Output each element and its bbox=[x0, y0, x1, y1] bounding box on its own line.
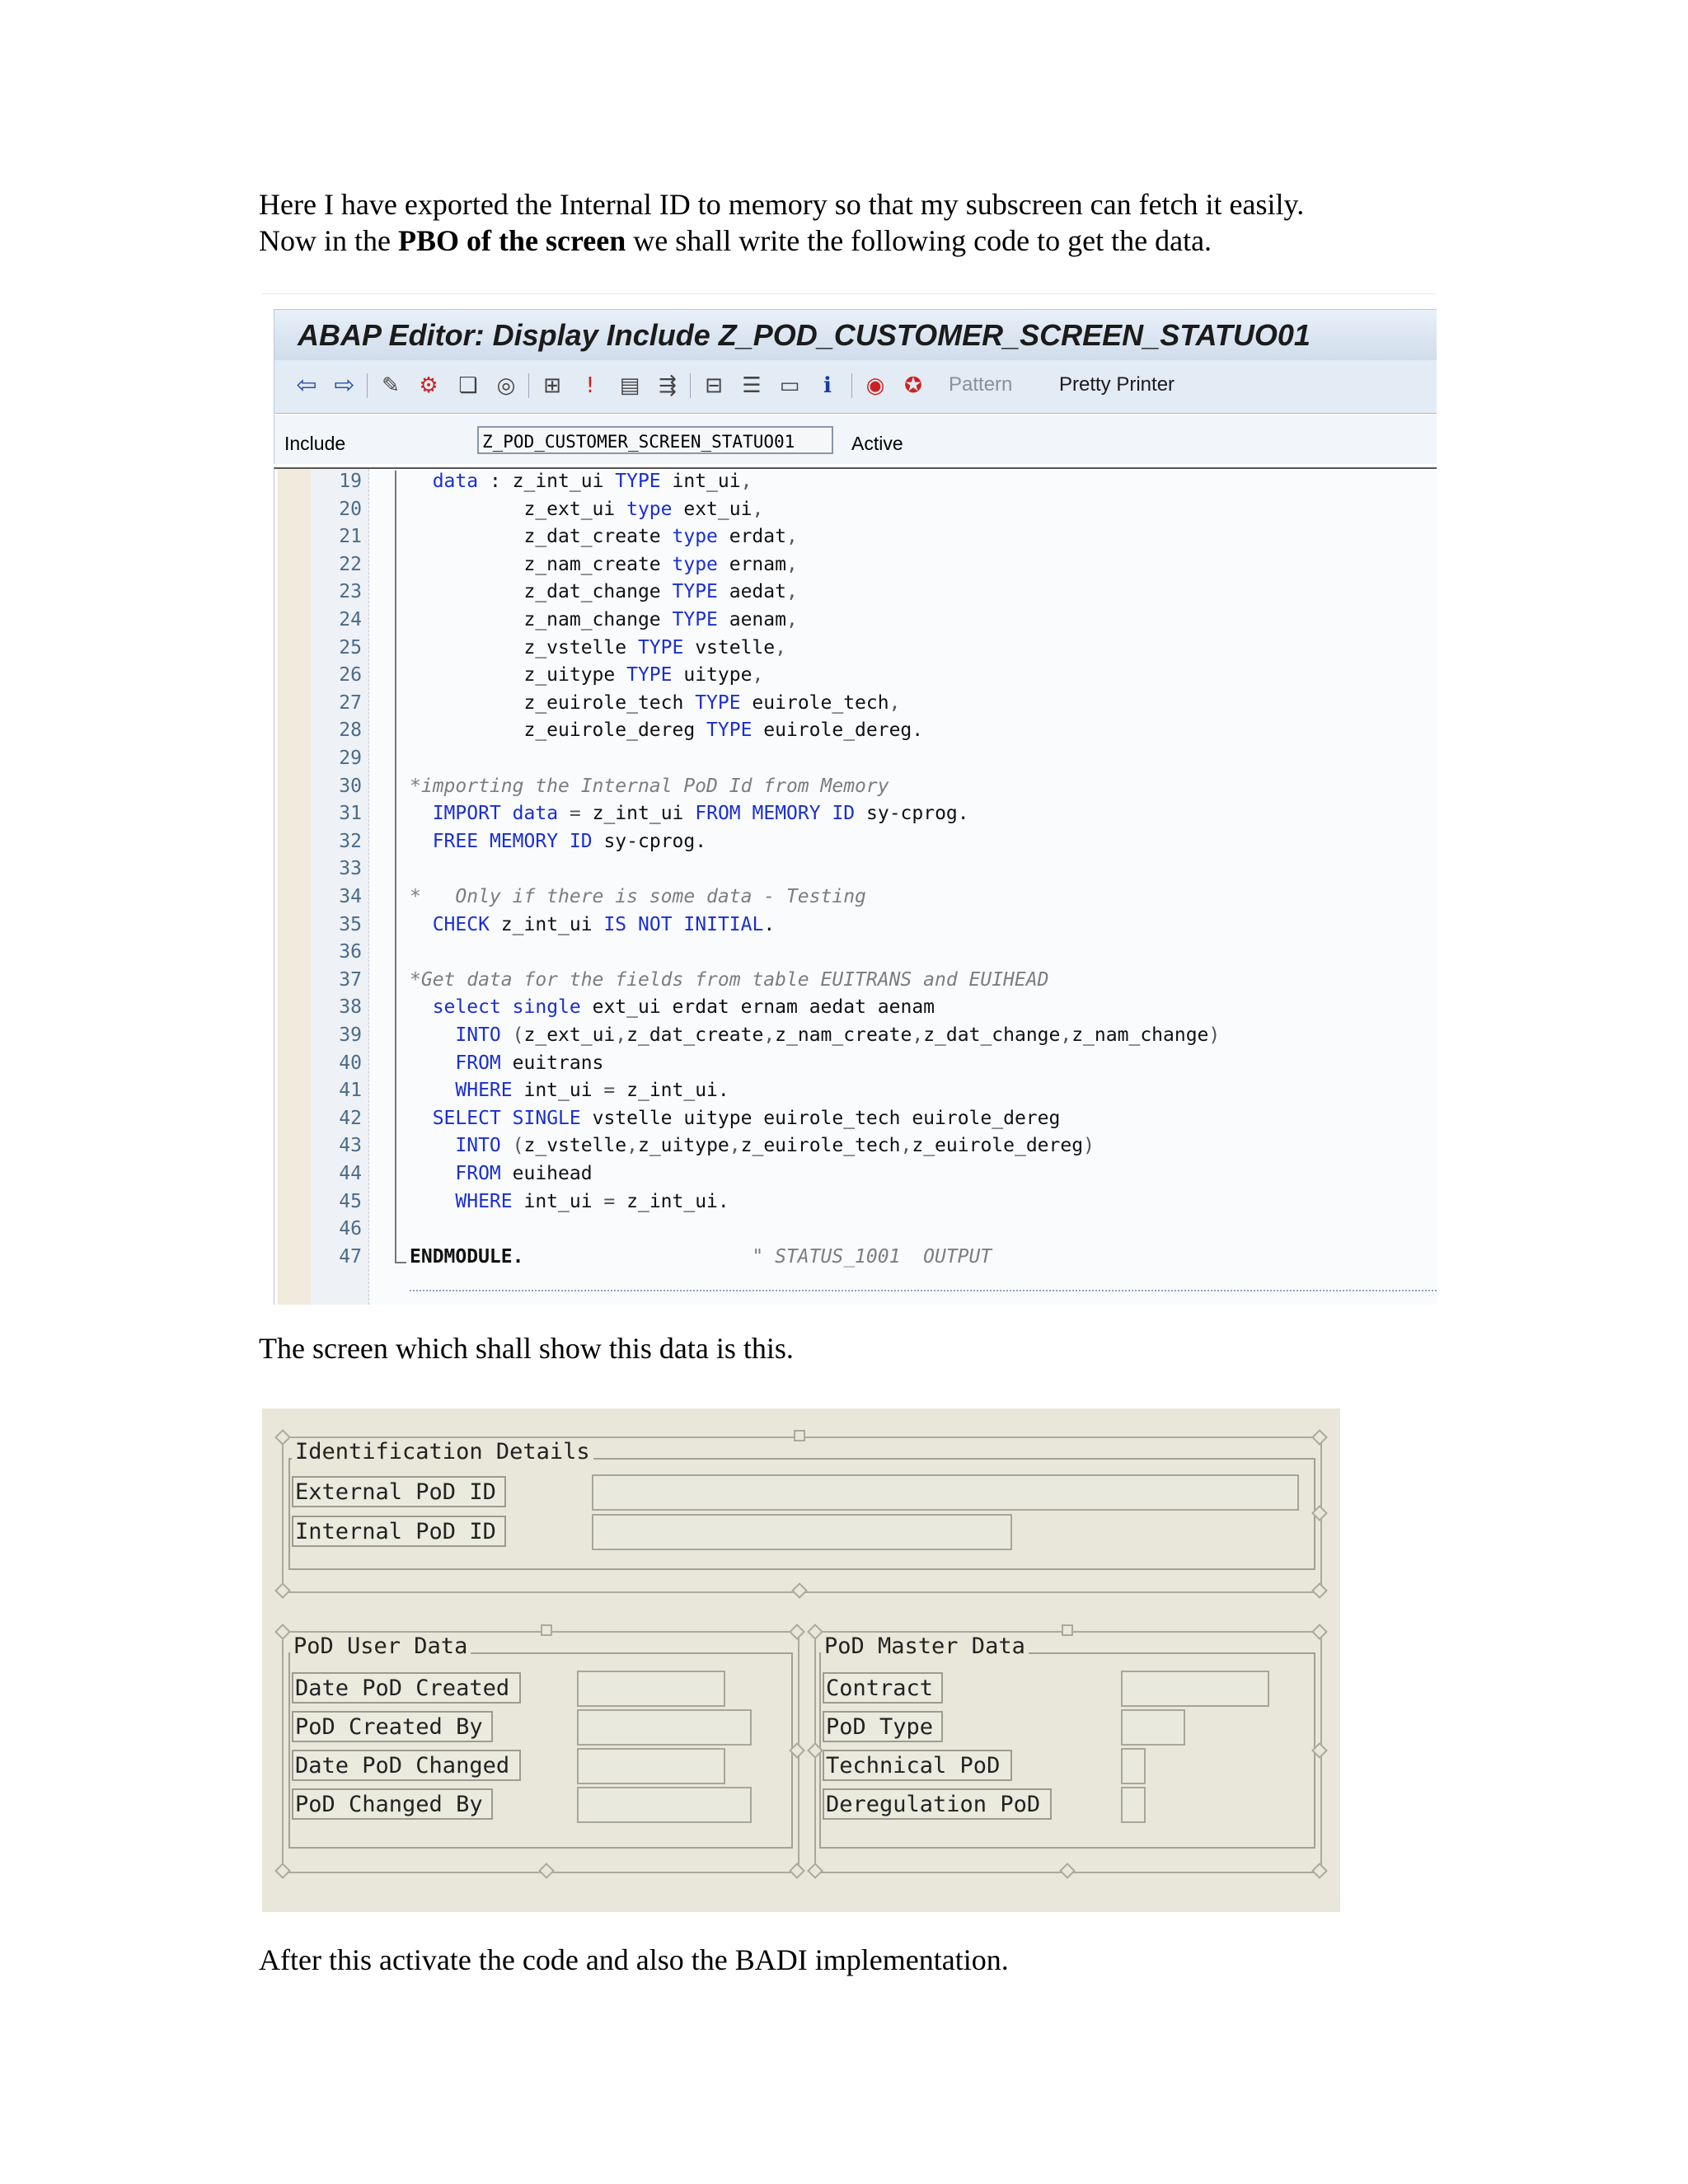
deregulation-pod-field[interactable] bbox=[1121, 1787, 1146, 1823]
pattern-button[interactable]: Pattern bbox=[949, 373, 1013, 396]
code-text: z_euirole_dereg TYPE euirole_dereg. bbox=[410, 719, 924, 742]
code-text: z_ext_ui type ext_ui, bbox=[410, 498, 764, 520]
date-pod-changed-field[interactable] bbox=[577, 1748, 725, 1784]
line-number: 33 bbox=[339, 858, 362, 880]
code-text: WHERE int_ui = z_int_ui. bbox=[455, 1190, 729, 1212]
info-icon[interactable]: ℹ bbox=[823, 373, 832, 398]
code-line[interactable] bbox=[274, 661, 1437, 689]
code-line[interactable] bbox=[274, 1215, 1437, 1243]
code-text: z_dat_change TYPE aedat, bbox=[410, 581, 798, 603]
window-icon[interactable]: ▭ bbox=[779, 373, 800, 398]
display-change-icon[interactable]: ⚙ bbox=[419, 373, 438, 398]
breakpoint-icon[interactable]: ! bbox=[585, 373, 595, 398]
intro-line-2 bbox=[259, 223, 1212, 259]
intro-line-2-post: we shall write the following code to get the data. bbox=[626, 224, 1212, 257]
code-line[interactable] bbox=[274, 883, 1437, 911]
external-pod-id-label: External PoD ID bbox=[292, 1476, 506, 1507]
line-number: 38 bbox=[339, 996, 362, 1019]
line-number: 21 bbox=[339, 526, 362, 548]
code-text: IMPORT data = z_int_ui FROM MEMORY ID sy-cprog. bbox=[432, 803, 969, 825]
user-data-title: PoD User Data bbox=[290, 1634, 471, 1659]
intro-line-2-bold: PBO of the screen bbox=[397, 224, 626, 257]
identification-title: Identification Details bbox=[292, 1440, 593, 1465]
code-line[interactable] bbox=[274, 799, 1437, 827]
code-line[interactable] bbox=[274, 551, 1437, 579]
code-line[interactable] bbox=[274, 938, 1437, 966]
other-object-icon[interactable]: ❏ bbox=[458, 373, 478, 398]
include-row bbox=[274, 415, 1437, 464]
code-line[interactable] bbox=[274, 634, 1437, 662]
pod-type-field[interactable] bbox=[1121, 1709, 1185, 1746]
code-line[interactable] bbox=[274, 993, 1437, 1021]
editor-title: ABAP Editor: Display Include Z_POD_CUSTOMER_SCREEN_STATUO01 bbox=[298, 318, 1311, 352]
code-text: FREE MEMORY ID sy-cprog. bbox=[432, 830, 707, 852]
toolbar-separator bbox=[851, 373, 852, 398]
code-line[interactable] bbox=[274, 523, 1437, 551]
edit-pencil-icon[interactable]: ✎ bbox=[382, 373, 400, 398]
code-line[interactable] bbox=[274, 467, 1437, 495]
external-pod-id-field[interactable] bbox=[592, 1474, 1299, 1511]
line-number: 26 bbox=[339, 664, 362, 687]
code-text: data : z_int_ui TYPE int_ui, bbox=[432, 471, 753, 492]
code-line[interactable] bbox=[274, 911, 1437, 939]
code-text: FROM euitrans bbox=[455, 1052, 604, 1074]
date-pod-created-label: Date PoD Created bbox=[292, 1672, 521, 1704]
resize-handle[interactable] bbox=[1062, 1624, 1073, 1636]
code-text: z_uitype TYPE uitype, bbox=[410, 664, 764, 687]
line-number: 45 bbox=[339, 1190, 362, 1212]
code-text: CHECK z_int_ui IS NOT INITIAL. bbox=[432, 913, 776, 935]
technical-pod-label: Technical PoD bbox=[823, 1750, 1012, 1781]
back-arrow-icon[interactable]: ⇦ bbox=[296, 371, 317, 400]
include-status: Active bbox=[851, 433, 903, 454]
code-line[interactable] bbox=[274, 966, 1437, 994]
code-text: *Get data for the fields from table EUITRANS and EUIHEAD bbox=[410, 968, 1049, 991]
set-breakpoint-icon[interactable]: ◉ bbox=[865, 373, 885, 398]
code-text: z_dat_create type erdat, bbox=[410, 526, 798, 548]
line-number: 19 bbox=[339, 471, 362, 492]
where-used-icon[interactable]: ⊞ bbox=[543, 373, 561, 398]
code-text: z_euirole_tech TYPE euirole_tech, bbox=[410, 691, 901, 714]
code-line[interactable] bbox=[274, 495, 1437, 523]
delete-breakpoint-icon[interactable]: ✪ bbox=[904, 373, 922, 398]
hierarchy-icon[interactable]: ⊟ bbox=[705, 373, 723, 398]
code-line[interactable] bbox=[274, 1021, 1437, 1049]
resize-handle[interactable] bbox=[794, 1430, 805, 1441]
pretty-printer-button[interactable]: Pretty Printer bbox=[1059, 373, 1175, 396]
middle-text: The screen which shall show this data is this. bbox=[259, 1332, 794, 1365]
date-pod-changed-label: Date PoD Changed bbox=[292, 1750, 521, 1781]
code-text: FROM euihead bbox=[455, 1163, 593, 1184]
editor-title-bar bbox=[274, 309, 1437, 361]
internal-pod-id-field[interactable] bbox=[592, 1514, 1012, 1550]
code-line[interactable] bbox=[274, 1104, 1437, 1132]
pod-created-by-label: PoD Created By bbox=[292, 1711, 493, 1742]
technical-pod-field[interactable] bbox=[1121, 1748, 1146, 1784]
date-pod-created-field[interactable] bbox=[577, 1671, 725, 1707]
line-number: 32 bbox=[339, 830, 362, 852]
code-text: z_nam_change TYPE aenam, bbox=[410, 609, 798, 630]
line-number: 22 bbox=[339, 553, 362, 575]
code-text: INTO (z_ext_ui,z_dat_create,z_nam_create,z_dat_change,z_nam_change) bbox=[455, 1024, 1221, 1046]
abap-editor-screenshot bbox=[262, 293, 1436, 1303]
code-text: z_nam_create type ernam, bbox=[410, 553, 798, 575]
toolbar-separator bbox=[367, 373, 368, 398]
code-text: WHERE int_ui = z_int_ui. bbox=[455, 1080, 729, 1102]
line-number: 23 bbox=[339, 581, 362, 603]
editor-toolbar bbox=[274, 360, 1437, 414]
cursor-line-marker bbox=[410, 1290, 1437, 1291]
line-number: 46 bbox=[339, 1218, 362, 1240]
code-line[interactable] bbox=[274, 827, 1437, 855]
code-text: * Only if there is some data - Testing bbox=[410, 886, 866, 907]
internal-pod-id-label: Internal PoD ID bbox=[292, 1516, 506, 1547]
stack-icon[interactable]: ☰ bbox=[742, 373, 762, 398]
pod-created-by-field[interactable] bbox=[577, 1709, 752, 1746]
line-number: 25 bbox=[339, 636, 362, 658]
code-line[interactable] bbox=[274, 1160, 1437, 1188]
code-area[interactable] bbox=[274, 467, 1437, 1305]
contract-field[interactable] bbox=[1121, 1671, 1269, 1707]
code-text: SELECT SINGLE vstelle uitype euirole_tech euirole_dereg bbox=[432, 1107, 1061, 1129]
code-text: z_vstelle TYPE vstelle, bbox=[410, 636, 786, 658]
intro-line-2-pre: Now in the bbox=[259, 224, 398, 257]
line-number: 41 bbox=[339, 1080, 362, 1102]
code-text: ENDMODULE. " STATUS_1001 OUTPUT bbox=[410, 1245, 992, 1268]
forward-arrow-icon[interactable]: ⇨ bbox=[334, 371, 355, 400]
master-data-title: PoD Master Data bbox=[821, 1634, 1029, 1659]
outro-text: After this activate the code and also the BADI implementation. bbox=[259, 1943, 1009, 1976]
line-number: 31 bbox=[339, 803, 362, 825]
display-object-list-icon[interactable]: ▤ bbox=[619, 373, 640, 398]
code-line[interactable] bbox=[274, 606, 1437, 634]
line-number: 40 bbox=[339, 1052, 362, 1074]
line-number: 30 bbox=[339, 775, 362, 797]
line-number: 43 bbox=[339, 1135, 362, 1157]
toolbar-separator bbox=[528, 373, 529, 398]
code-line[interactable] bbox=[274, 1188, 1437, 1216]
include-name-field[interactable]: Z_POD_CUSTOMER_SCREEN_STATUO01 bbox=[477, 426, 833, 454]
screen-layout-screenshot bbox=[262, 1408, 1340, 1912]
resize-handle[interactable] bbox=[541, 1624, 552, 1636]
code-line[interactable] bbox=[274, 1049, 1437, 1077]
pod-changed-by-field[interactable] bbox=[577, 1787, 752, 1823]
code-line[interactable] bbox=[274, 716, 1437, 744]
line-number: 36 bbox=[339, 941, 362, 963]
line-number: 27 bbox=[339, 691, 362, 714]
code-line[interactable] bbox=[274, 1243, 1437, 1271]
line-number: 28 bbox=[339, 719, 362, 742]
toolbar-separator bbox=[690, 373, 691, 398]
code-line[interactable] bbox=[274, 578, 1437, 606]
pod-changed-by-label: PoD Changed By bbox=[292, 1788, 493, 1820]
include-label: Include bbox=[284, 433, 346, 454]
code-line[interactable] bbox=[274, 1132, 1437, 1160]
line-number: 35 bbox=[339, 913, 362, 935]
deregulation-pod-label: Deregulation PoD bbox=[823, 1788, 1052, 1820]
pod-type-label: PoD Type bbox=[823, 1711, 943, 1742]
code-line[interactable] bbox=[274, 1076, 1437, 1104]
line-number: 39 bbox=[339, 1024, 362, 1046]
activate-icon[interactable]: ◎ bbox=[496, 373, 516, 398]
line-number: 42 bbox=[339, 1107, 362, 1129]
navigation-window-icon[interactable]: ⇶ bbox=[659, 373, 677, 398]
intro-line-1: Here I have exported the Internal ID to memory so that my subscreen can fetch it easily. bbox=[259, 188, 1305, 221]
contract-label: Contract bbox=[823, 1672, 943, 1704]
code-line[interactable] bbox=[274, 855, 1437, 883]
line-number: 34 bbox=[339, 886, 362, 907]
code-text: *importing the Internal PoD Id from Memory bbox=[410, 775, 889, 797]
line-number: 20 bbox=[339, 498, 362, 520]
code-text: INTO (z_vstelle,z_uitype,z_euirole_tech,z_euirole_dereg) bbox=[455, 1135, 1095, 1157]
code-line[interactable] bbox=[274, 772, 1437, 800]
line-number: 29 bbox=[339, 748, 362, 769]
code-line[interactable] bbox=[274, 744, 1437, 772]
code-line[interactable] bbox=[274, 689, 1437, 717]
line-number: 47 bbox=[339, 1245, 362, 1268]
line-number: 44 bbox=[339, 1163, 362, 1184]
line-number: 37 bbox=[339, 968, 362, 991]
line-number: 24 bbox=[339, 609, 362, 630]
code-text: select single ext_ui erdat ernam aedat aenam bbox=[432, 996, 935, 1019]
